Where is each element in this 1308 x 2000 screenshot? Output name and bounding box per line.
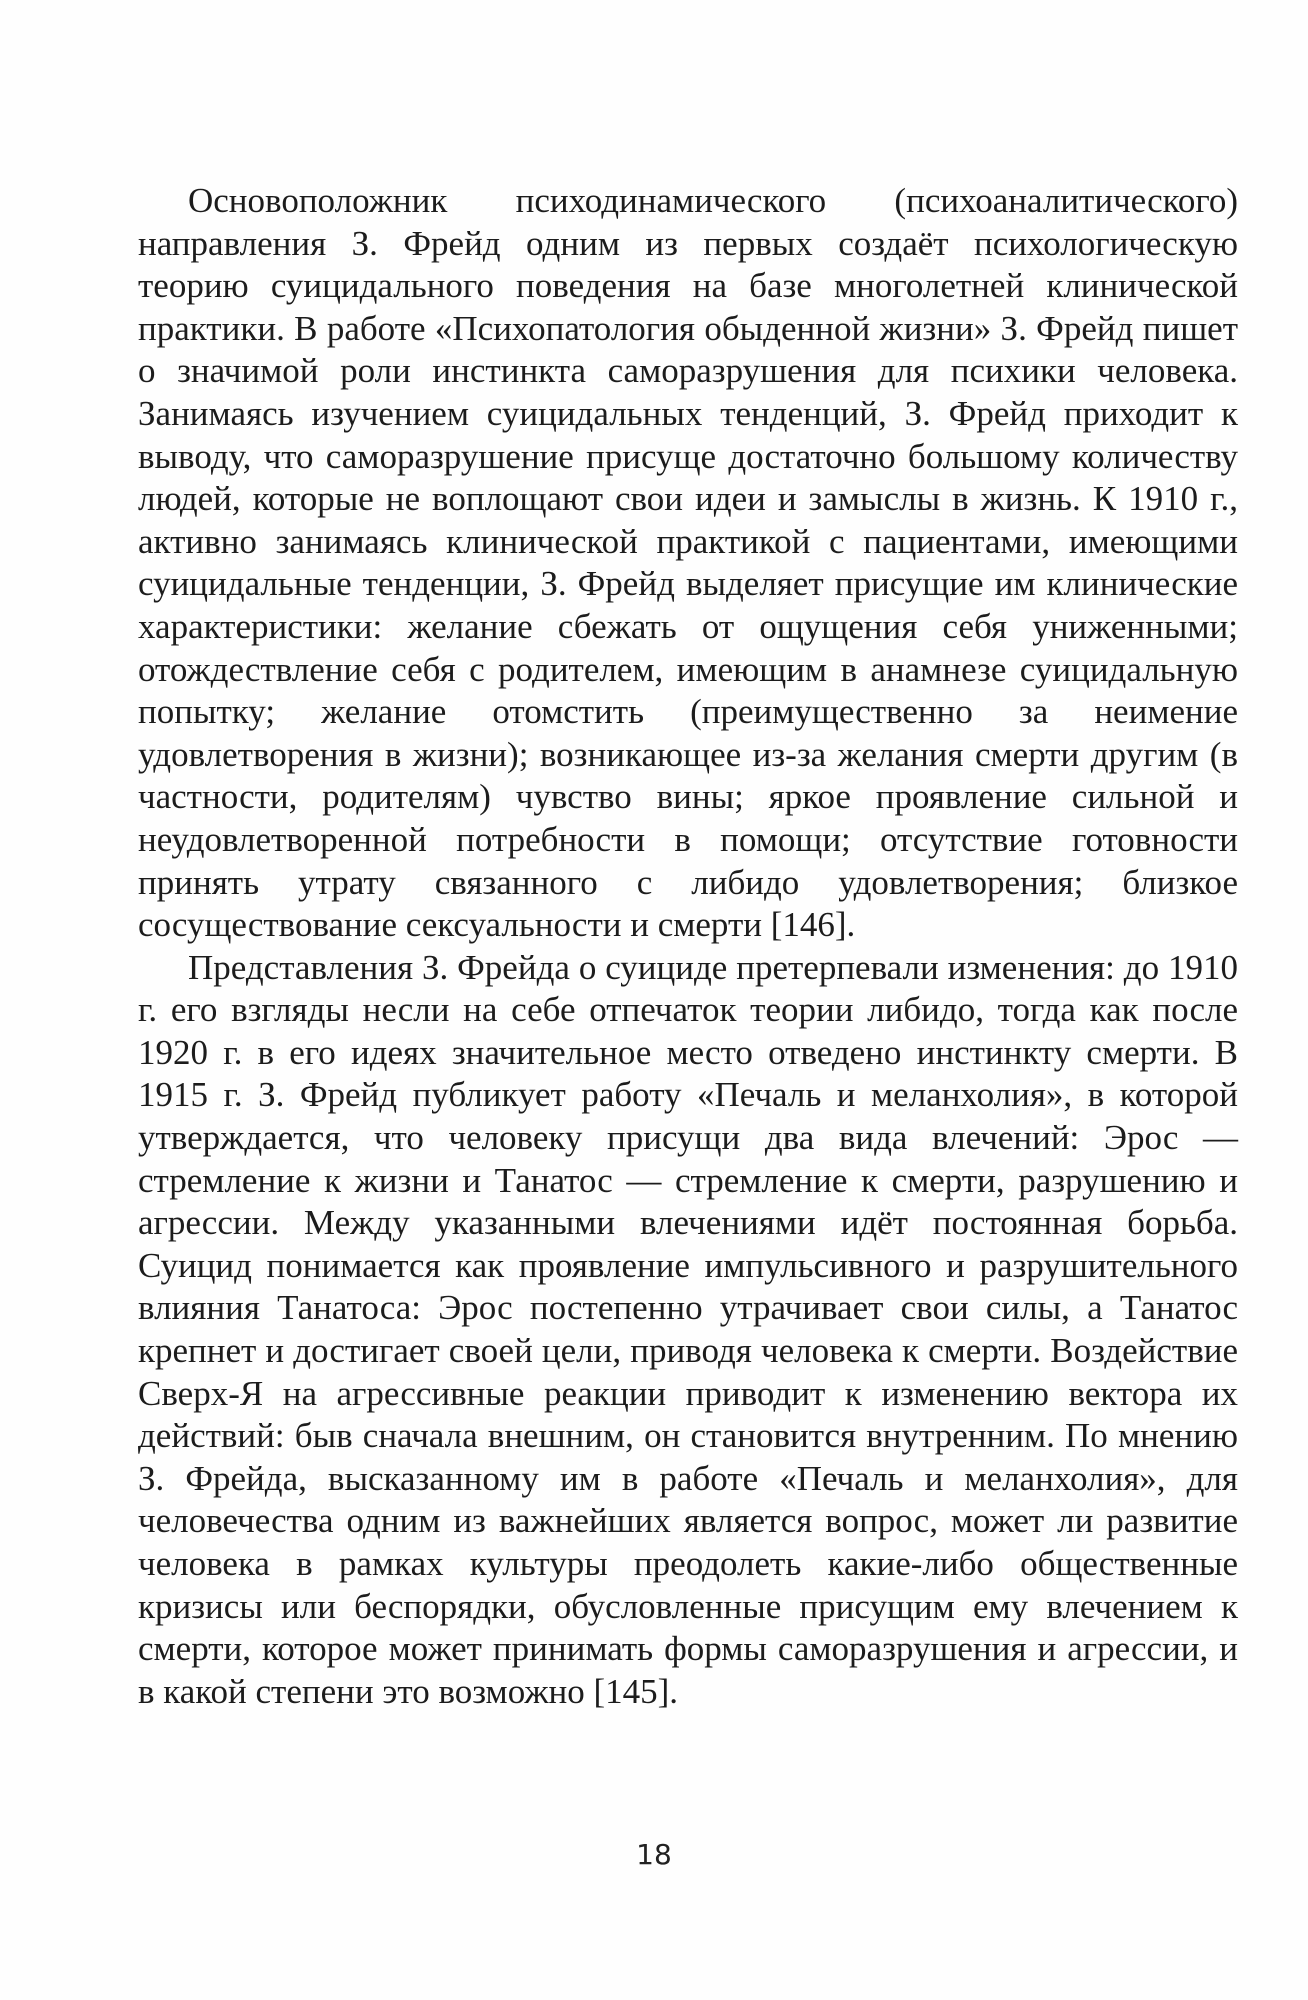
paragraph-2: Представления З. Фрейда о суициде претерпевали изменения: до 1910 г. его взгляды несли на себе отпечаток теории либидо, тогда как после 1920 г. в его идеях значительное место отведено инстинкту смерти. В 1915 г. З. Фрейд публикует работу «Печаль и меланхолия», в которой утверждается, что человеку присущи два вида влечений: Эрос — стремление к жизни и Танатос — стремление к смерти, разрушению и агрессии. Между указанными влечениями идёт постоянная борьба. Суицид понимается как проявление импульсивного и разрушительного влияния Танатоса: Эрос постепенно утрачивает свои силы, а Танатос крепнет и достигает своей цели, приводя человека к смерти. Воздействие Сверх-Я на агрессивные реакции приводит к изменению вектора их действий: быв сначала внешним, он становится внутренним. По мнению З. Фрейда, высказанному им в работе «Печаль и меланхолия», для человечества одним из важнейших является вопрос, может ли развитие человека в рамках культуры преодолеть какие-либо общественные кризисы или беспорядки, обусловленные присущим ему влечением к смерти, которое может принимать формы саморазрушения и агрессии, и в какой степени это возможно [145]. xyxy=(138,947,1238,1711)
paragraph-1: Основоположник психодинамического (психоаналитического) направления З. Фрейд одним из первых создаёт психологическую теорию суицидального поведения на базе многолетней клинической практики. В работе «Психопатология обыденной жизни» З. Фрейд пишет о значимой роли инстинкта саморазрушения для психики человека. Занимаясь изучением суицидальных тенденций, З. Фрейд приходит к выводу, что саморазрушение присуще достаточно большому количеству людей, которые не воплощают свои идеи и замыслы в жизнь. К 1910 г., активно занимаясь клинической практикой с пациентами, имеющими суицидальные тенденции, З. Фрейд выделяет присущие им клинические характеристики: желание сбежать от ощущения себя униженными; отождествление себя с родителем, имеющим в анамнезе суицидальную попытку; желание отомстить (преимущественно за неимение удовлетворения в жизни); возникающее из-за желания смерти другим (в частности, родителям) чувство вины; яркое проявление сильной и неудовлетворенной потребности в помощи; отсутствие готовности принять утрату связанного с либидо удовлетворения; близкое сосуществование сексуальности и смерти [146]. xyxy=(138,181,1238,945)
body-text xyxy=(138,180,1238,1713)
page-number: 18 xyxy=(636,1838,672,1871)
